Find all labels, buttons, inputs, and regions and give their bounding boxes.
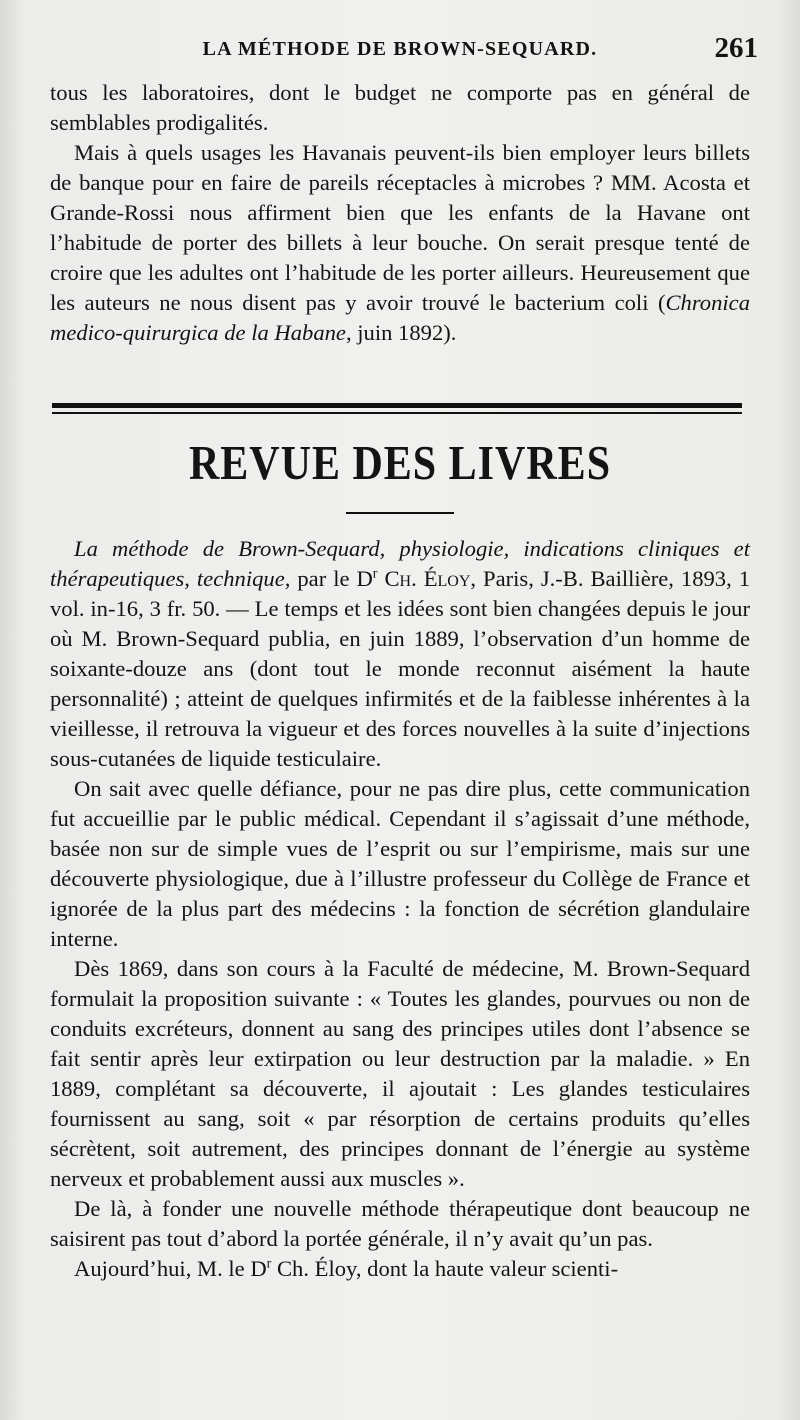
source-citation: Chronica medico-quirurgica de la Habane bbox=[50, 290, 750, 345]
section-title: REVUE DES LIVRES bbox=[188, 437, 612, 491]
book-review bbox=[50, 534, 750, 1284]
running-title: LA MÉTHODE DE BROWN-SEQUARD. bbox=[202, 38, 598, 60]
paragraph: On sait avec quelle défiance, pour ne pas dire plus, cette communication fut accueillie par le public médical. Cependant il s’agissait d’une méthode, basée non sur de simple vues de l’esprit ou sur l’empirisme, mais sur une découverte physiologique, due à l’illustre professeur du Collège de France et ignorée de la plus part des médecins : la fonction de sécrétion glandulaire interne. bbox=[50, 776, 750, 951]
book-title: La méthode de Brown-Sequard, physiologie, indications cliniques et thérapeutiques, technique, bbox=[50, 536, 750, 591]
paragraph: Aujourd’hui, M. le $D^r$ Ch. Éloy, dont la haute valeur scienti- bbox=[74, 1256, 619, 1281]
title-underline bbox=[346, 512, 454, 514]
citation-date: , juin 1892). bbox=[345, 320, 457, 345]
paragraph-text: Mais à quels usages les Havanais peuvent-ils bien employer leurs billets de banque pour en faire de pareils réceptacles à microbes ? MM. Acosta et Grande-Rossi nous affirment bien que les enfants de la Havane ont l’habitude de porter des billets à leur bouche. On serait presque tenté de croire que les adultes ont l’habitude de les porter ailleurs. Heureusement que les auteurs ne nous disent pas y avoir trouvé le bacterium coli ( bbox=[50, 140, 750, 315]
paragraph: La méthode de Brown-Sequard, physiologie, indications cliniques et thérapeutiques, technique, par le $D^r$ Ch. Éloy, Paris, J.-B. Baillière, 1893, 1 vol. in-16, 3 fr. 50. — Le temps et les idées sont bien changées depuis le jour où M. Brown-Sequard publia, en juin 1889, l’observation d’un homme de soixante-douze ans (dont tout le monde reconnut aisément la haute personnalité) ; atteint de quelques infirmités et de la faiblesse inhérentes à la vieillesse, il retrouva la vigueur et des forces nouvelles à la suite d’injections sous-cutanées de liquide testiculaire. bbox=[50, 536, 751, 771]
paragraph: Dès 1869, dans son cours à la Faculté de médecine, M. Brown-Sequard formulait la proposition suivante : « Toutes les glandes, pourvues ou non de conduits excréteurs, donnent au sang des principes utiles dont l’absence se fait sentir après leur extirpation ou leur destruction par la maladie. » En 1889, complétant sa découverte, il ajoutait : Les glandes testiculaires fournissent au sang, soit « par résorption de certains produits qu’elles sécrètent, soit autrement, des principes donnant de l’énergie au système nerveux et probablement aussi aux muscles ». bbox=[50, 956, 750, 1191]
paragraph: tous les laboratoires, dont le budget ne comporte pas en général de semblables prodigalités. bbox=[50, 80, 750, 135]
paragraph: De là, à fonder une nouvelle méthode thérapeutique dont beaucoup ne saisirent pas tout d’abord la portée générale, il n’y avait qu’un pas. bbox=[50, 1196, 750, 1251]
page-header bbox=[0, 30, 800, 70]
page-number: 261 bbox=[714, 32, 758, 64]
section-separator bbox=[52, 403, 742, 417]
previous-article-ending bbox=[50, 78, 750, 348]
author-name: Ch. Éloy bbox=[384, 566, 471, 591]
paragraph bbox=[50, 138, 750, 348]
